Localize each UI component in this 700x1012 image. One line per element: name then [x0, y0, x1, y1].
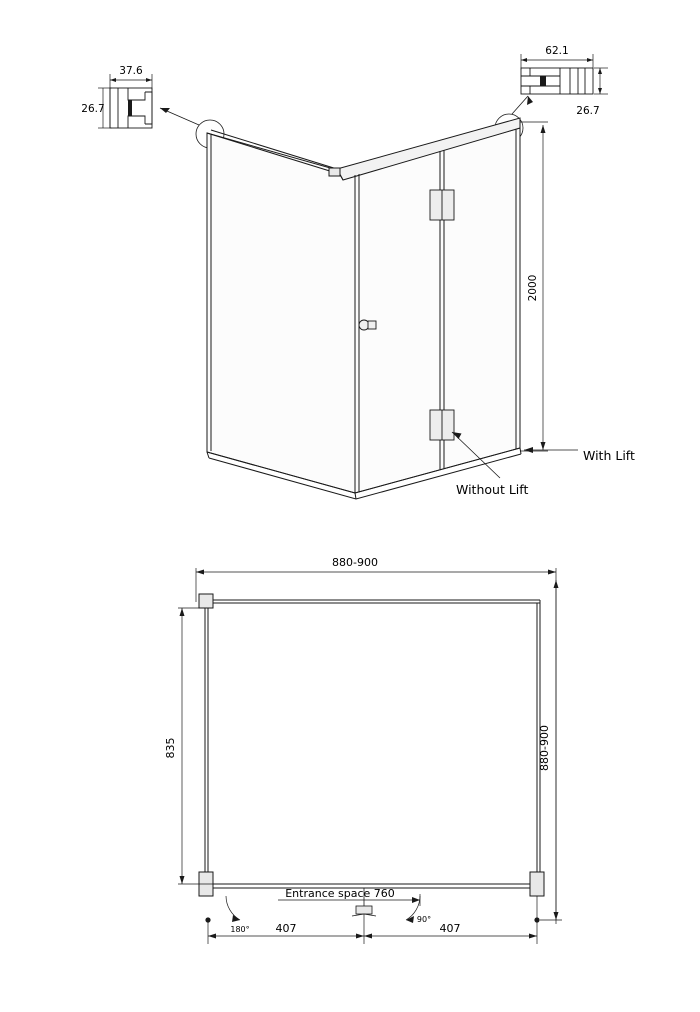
- plan-width-label: 880-900: [332, 556, 378, 569]
- door-left-width-label: 407: [275, 922, 297, 935]
- right-profile-height-label: 26.7: [576, 105, 600, 117]
- plan-outline: [199, 594, 544, 896]
- hinge-lower: [430, 410, 454, 440]
- right-profile-section: [521, 68, 593, 94]
- with-lift-label: With Lift: [583, 448, 635, 463]
- door-right-width-label: 407: [439, 922, 461, 935]
- with-lift-leader: [524, 447, 578, 453]
- overall-height-label: 2000: [527, 274, 539, 302]
- right-profile-width-label: 62.1: [545, 45, 569, 57]
- left-profile-height-label: 26.7: [81, 103, 105, 115]
- entrance-space-label: Entrance space 760: [285, 887, 395, 900]
- plan-depth-label: 880-900: [538, 725, 551, 771]
- angle-left-label: 180°: [230, 925, 250, 934]
- hinge-upper: [430, 190, 454, 220]
- plan-inner-depth-label: 835: [164, 737, 177, 759]
- enclosure-3d: [207, 118, 521, 499]
- plan-view: [0, 532, 700, 1012]
- right-profile-height-dim: [594, 68, 608, 94]
- left-profile-section: [110, 88, 152, 128]
- door-knob: [359, 320, 376, 330]
- plan-width-dim: [196, 568, 556, 924]
- door-width-dims: [205, 896, 539, 944]
- left-profile-width-label: 37.6: [119, 65, 143, 77]
- angle-right-label: 90°: [416, 915, 432, 924]
- without-lift-label: Without Lift: [456, 482, 529, 497]
